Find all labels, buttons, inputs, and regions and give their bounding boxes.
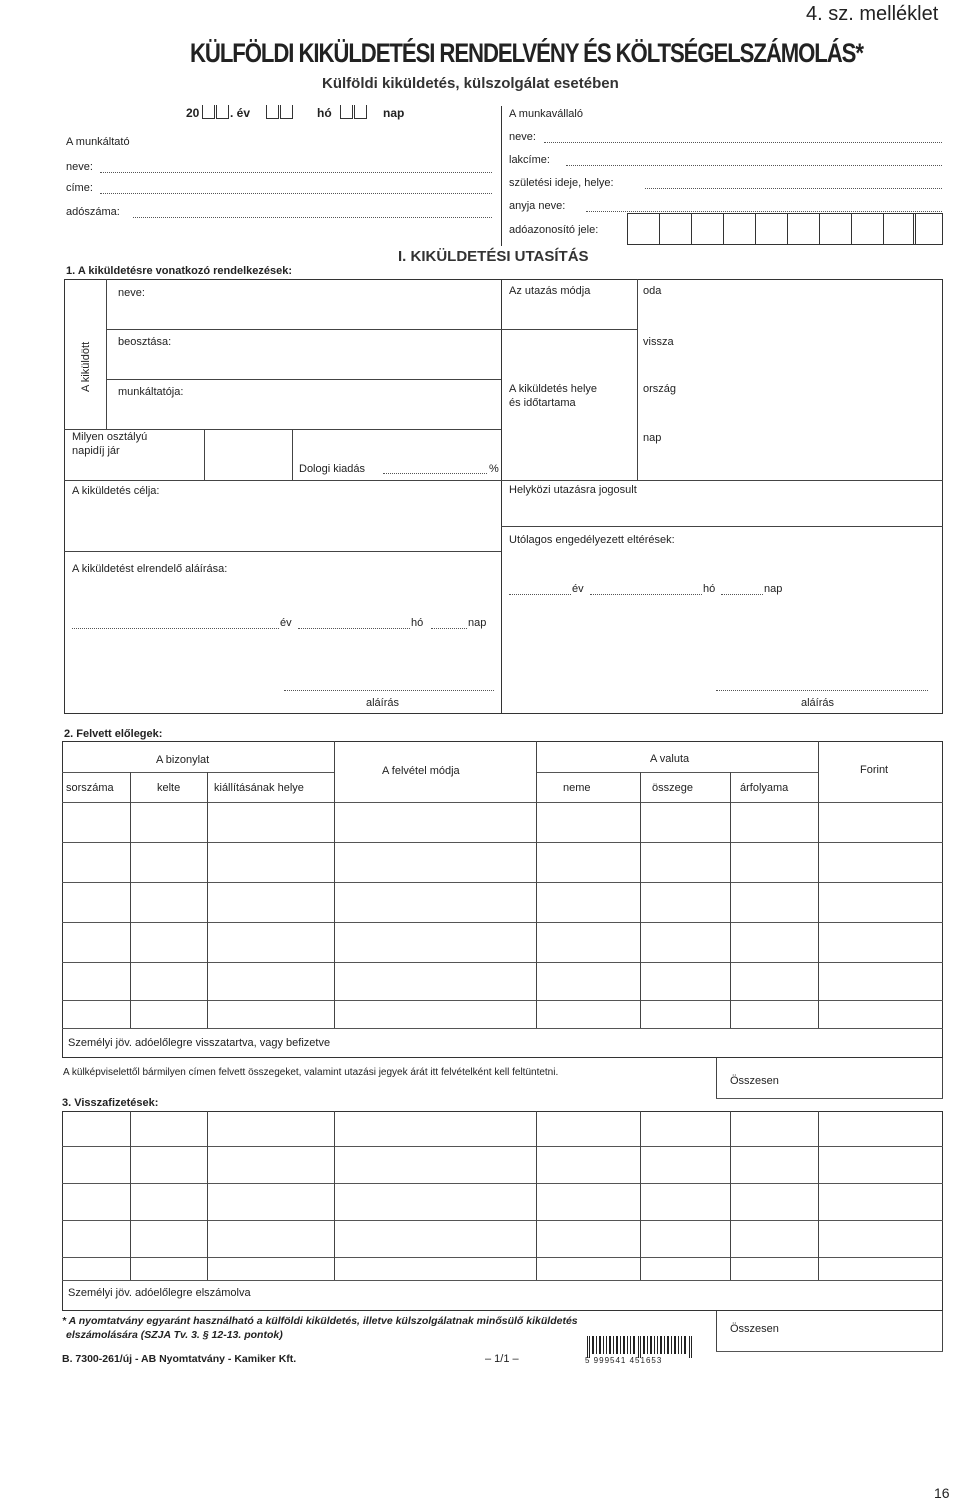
section2-heading: 2. Felvett előlegek: — [64, 728, 163, 740]
col-place-header: kiállításának helye — [214, 782, 304, 794]
employer-name-field[interactable] — [100, 172, 492, 173]
local-travel-label: Helyközi utazásra jogosult — [509, 484, 637, 496]
ordering-signature-label: A kiküldetést elrendelő aláírása: — [72, 563, 228, 575]
advances-note: A külképviselettől bármilyen címen felvett összegeket, valamint utazási jegyek árát itt felvételként kell feltüntetni. — [63, 1067, 559, 1078]
return-label: vissza — [643, 336, 674, 348]
section1-heading: I. KIKÜLDETÉSI UTASÍTÁS — [398, 248, 589, 265]
sent-name-label: neve: — [118, 287, 145, 299]
place-label-line1: A kiküldetés helye — [509, 383, 598, 395]
signature-left-line[interactable] — [284, 690, 494, 691]
country-label: ország — [643, 383, 677, 395]
footnote-line1: * A nyomtatvány egyaránt használható a külföldi kiküldetés, illetve külszolgálatnak minősülő kiküldetés — [62, 1315, 578, 1327]
col-date-header: kelte — [157, 782, 181, 794]
barcode-digits: 5 999541 451653 — [585, 1356, 663, 1365]
employer-address-label: címe: — [66, 182, 93, 194]
form-code: B. 7300-261/új - AB Nyomtatvány - Kamiker Kft. — [62, 1353, 297, 1365]
sent-position-label: beosztása: — [118, 336, 172, 348]
employee-residence-label: lakcíme: — [509, 154, 550, 166]
place-label-line2: és időtartama — [509, 397, 576, 409]
employer-name-label: neve: — [66, 161, 93, 173]
left-date-day-field[interactable] — [431, 628, 467, 629]
employee-taxid-label: adóazonosító jele: — [509, 224, 599, 236]
right-date-month: hó — [703, 583, 716, 595]
employee-heading: A munkavállaló — [509, 108, 583, 120]
signature-right-label: aláírás — [801, 697, 835, 709]
section3-heading: 3. Visszafizetések: — [62, 1097, 159, 1109]
tax-settled-row: Személyi jöv. adóelőlegre elszámolva — [68, 1287, 251, 1299]
right-date-year-field[interactable] — [509, 594, 571, 595]
employer-tax-label: adószáma: — [66, 206, 120, 218]
employee-residence-field[interactable] — [566, 165, 942, 166]
employee-name-label: neve: — [509, 131, 536, 143]
col-method-header: A felvétel módja — [382, 765, 460, 777]
repayments-total-label: Összesen — [730, 1323, 779, 1335]
left-date-month-field[interactable] — [298, 628, 410, 629]
employee-name-field[interactable] — [544, 142, 942, 143]
year-digit-box[interactable] — [216, 105, 229, 119]
col-currency-header: neme — [563, 782, 591, 794]
col-amount-header: összege — [652, 782, 693, 794]
barcode-icon — [585, 1336, 697, 1358]
repayments-table — [62, 1111, 943, 1311]
advances-table — [62, 741, 943, 1058]
section1-frame — [64, 279, 943, 714]
year-digit-box[interactable] — [202, 105, 215, 119]
annex-label: 4. sz. melléklet — [806, 3, 939, 25]
footnote-line2: elszámolására (SZJA Tv. 3. § 12-13. pontok) — [66, 1329, 283, 1341]
col-forint-header: Forint — [860, 764, 889, 776]
section1-subheading: 1. A kiküldetésre vonatkozó rendelkezések: — [66, 265, 292, 277]
employee-mother-field[interactable] — [586, 211, 942, 212]
advances-total-label: Összesen — [730, 1075, 779, 1087]
document-group-header: A bizonylat — [156, 754, 210, 766]
employer-heading: A munkáltató — [66, 136, 130, 148]
day-digit-box[interactable] — [354, 105, 367, 119]
employee-birth-field[interactable] — [645, 188, 942, 189]
right-date-day-field[interactable] — [721, 594, 763, 595]
form-subtitle: Külföldi kiküldetés, külszolgálat esetében — [322, 75, 619, 92]
per-diem-label-line2: napidíj jár — [72, 445, 120, 457]
right-date-day: nap — [764, 583, 783, 595]
month-digit-box[interactable] — [280, 105, 293, 119]
travel-mode-label: Az utazás módja — [509, 285, 591, 297]
left-date-month: hó — [411, 617, 424, 629]
deviations-label: Utólagos engedélyezett eltérések: — [509, 534, 675, 546]
per-diem-label-line1: Milyen osztályú — [72, 431, 148, 443]
col-serial-header: sorszáma — [66, 782, 114, 794]
right-date-year: év — [572, 583, 584, 595]
employee-mother-label: anyja neve: — [509, 200, 566, 212]
material-cost-label: Dologi kiadás — [299, 463, 366, 475]
employer-address-field[interactable] — [100, 193, 492, 194]
day-digit-box[interactable] — [340, 105, 353, 119]
employer-tax-field[interactable] — [133, 217, 492, 218]
days-label: nap — [643, 432, 662, 444]
page-number: 16 — [934, 1485, 950, 1501]
left-date-year: év — [280, 617, 292, 629]
material-cost-field[interactable] — [383, 473, 487, 474]
month-digit-box[interactable] — [266, 105, 279, 119]
col-rate-header: árfolyama — [740, 782, 789, 794]
purpose-label: A kiküldetés célja: — [72, 485, 160, 497]
right-date-month-field[interactable] — [590, 594, 702, 595]
signature-left-label: aláírás — [366, 697, 400, 709]
left-date-day: nap — [468, 617, 487, 629]
left-date-year-field[interactable] — [72, 628, 279, 629]
signature-right-line[interactable] — [716, 690, 928, 691]
outbound-label: oda — [643, 285, 662, 297]
currency-group-header: A valuta — [650, 753, 690, 765]
page-marker: – 1/1 – — [485, 1353, 519, 1365]
sent-employer-label: munkáltatója: — [118, 386, 184, 398]
percent-sign: % — [489, 463, 499, 475]
form-title: KÜLFÖLDI KIKÜLDETÉSI RENDELVÉNY ÉS KÖLTSÉGELSZÁMOLÁS* — [190, 38, 863, 68]
sent-person-side-label: A kiküldött — [80, 341, 92, 392]
tax-withheld-row: Személyi jöv. adóelőlegre visszatartva, vagy befizetve — [68, 1037, 331, 1049]
employee-birth-label: születési ideje, helye: — [509, 177, 614, 189]
